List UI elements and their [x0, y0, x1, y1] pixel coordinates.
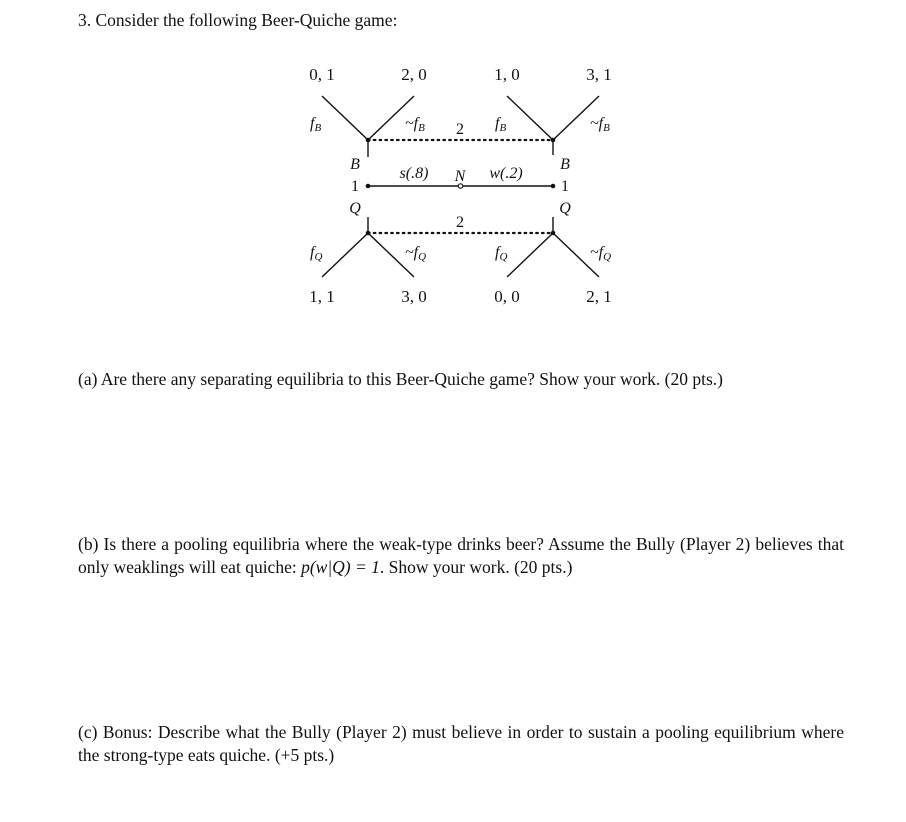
label-not-fight-beer-left: ~fB — [405, 115, 425, 134]
problem-title: 3. Consider the following Beer-Quiche game: — [78, 10, 398, 30]
player-2-label-bottom: 2 — [456, 214, 464, 231]
payoff-top-2: 2, 0 — [401, 65, 427, 84]
node-upper-left — [366, 138, 371, 143]
payoff-top-4: 3, 1 — [586, 65, 612, 84]
label-not-fight-beer-right: ~fB — [590, 115, 610, 134]
label-not-fight-quiche-left: ~fQ — [405, 244, 427, 263]
question-b — [78, 533, 844, 579]
payoff-top-1: 0, 1 — [309, 65, 335, 84]
branch-left-beer-f — [322, 96, 368, 140]
beer-quiche-game-tree — [0, 0, 906, 340]
player-2-label-top: 2 — [456, 121, 464, 138]
lower-branches — [322, 233, 599, 277]
label-not-fight-quiche-right: ~fQ — [590, 244, 612, 263]
strong-type-label: s(.8) — [399, 165, 429, 182]
right-player-1-label: 1 — [561, 178, 569, 195]
label-fight-beer-left: fB — [310, 115, 322, 134]
question-c: (c) Bonus: Describe what the Bully (Player 2) must believe in order to sustain a pooling equilibrium where the strong-type eats quiche. (+5 pts.) — [78, 722, 844, 765]
question-b-belief: p(w|Q) = 1 — [301, 557, 380, 577]
payoff-bottom-4: 2, 1 — [586, 287, 612, 306]
label-fight-beer-right: fB — [495, 115, 507, 134]
branch-right-quiche-f — [507, 233, 553, 277]
node-lower-right — [551, 231, 556, 236]
payoff-bottom-1: 1, 1 — [309, 287, 335, 306]
right-quiche-label: Q — [559, 200, 571, 217]
branch-right-beer-f — [507, 96, 553, 140]
question-b-points: . Show your work. (20 pts.) — [379, 557, 573, 577]
node-lower-left — [366, 231, 371, 236]
node-weak-type — [551, 184, 556, 189]
weak-type-label: w(.2) — [489, 165, 523, 182]
node-upper-right — [551, 138, 556, 143]
payoff-bottom-2: 3, 0 — [401, 287, 427, 306]
node-strong-type — [366, 184, 371, 189]
payoff-top-3: 1, 0 — [494, 65, 520, 84]
left-quiche-label: Q — [349, 200, 361, 217]
label-fight-quiche-left: fQ — [310, 244, 323, 263]
question-b-text: (b) Is there a pooling equilibria where the weak-type drinks beer? Assume the Bully (Player 2) believes that only weaklings will eat quiche: — [78, 534, 844, 577]
right-beer-label: B — [560, 156, 570, 173]
branch-left-quiche-f — [322, 233, 368, 277]
payoff-bottom-3: 0, 0 — [494, 287, 520, 306]
label-fight-quiche-right: fQ — [495, 244, 508, 263]
question-a: (a) Are there any separating equilibria to this Beer-Quiche game? Show your work. (20 pts.) — [78, 369, 724, 389]
left-player-1-label: 1 — [351, 178, 359, 195]
nature-label: N — [454, 168, 466, 185]
left-beer-label: B — [350, 156, 360, 173]
